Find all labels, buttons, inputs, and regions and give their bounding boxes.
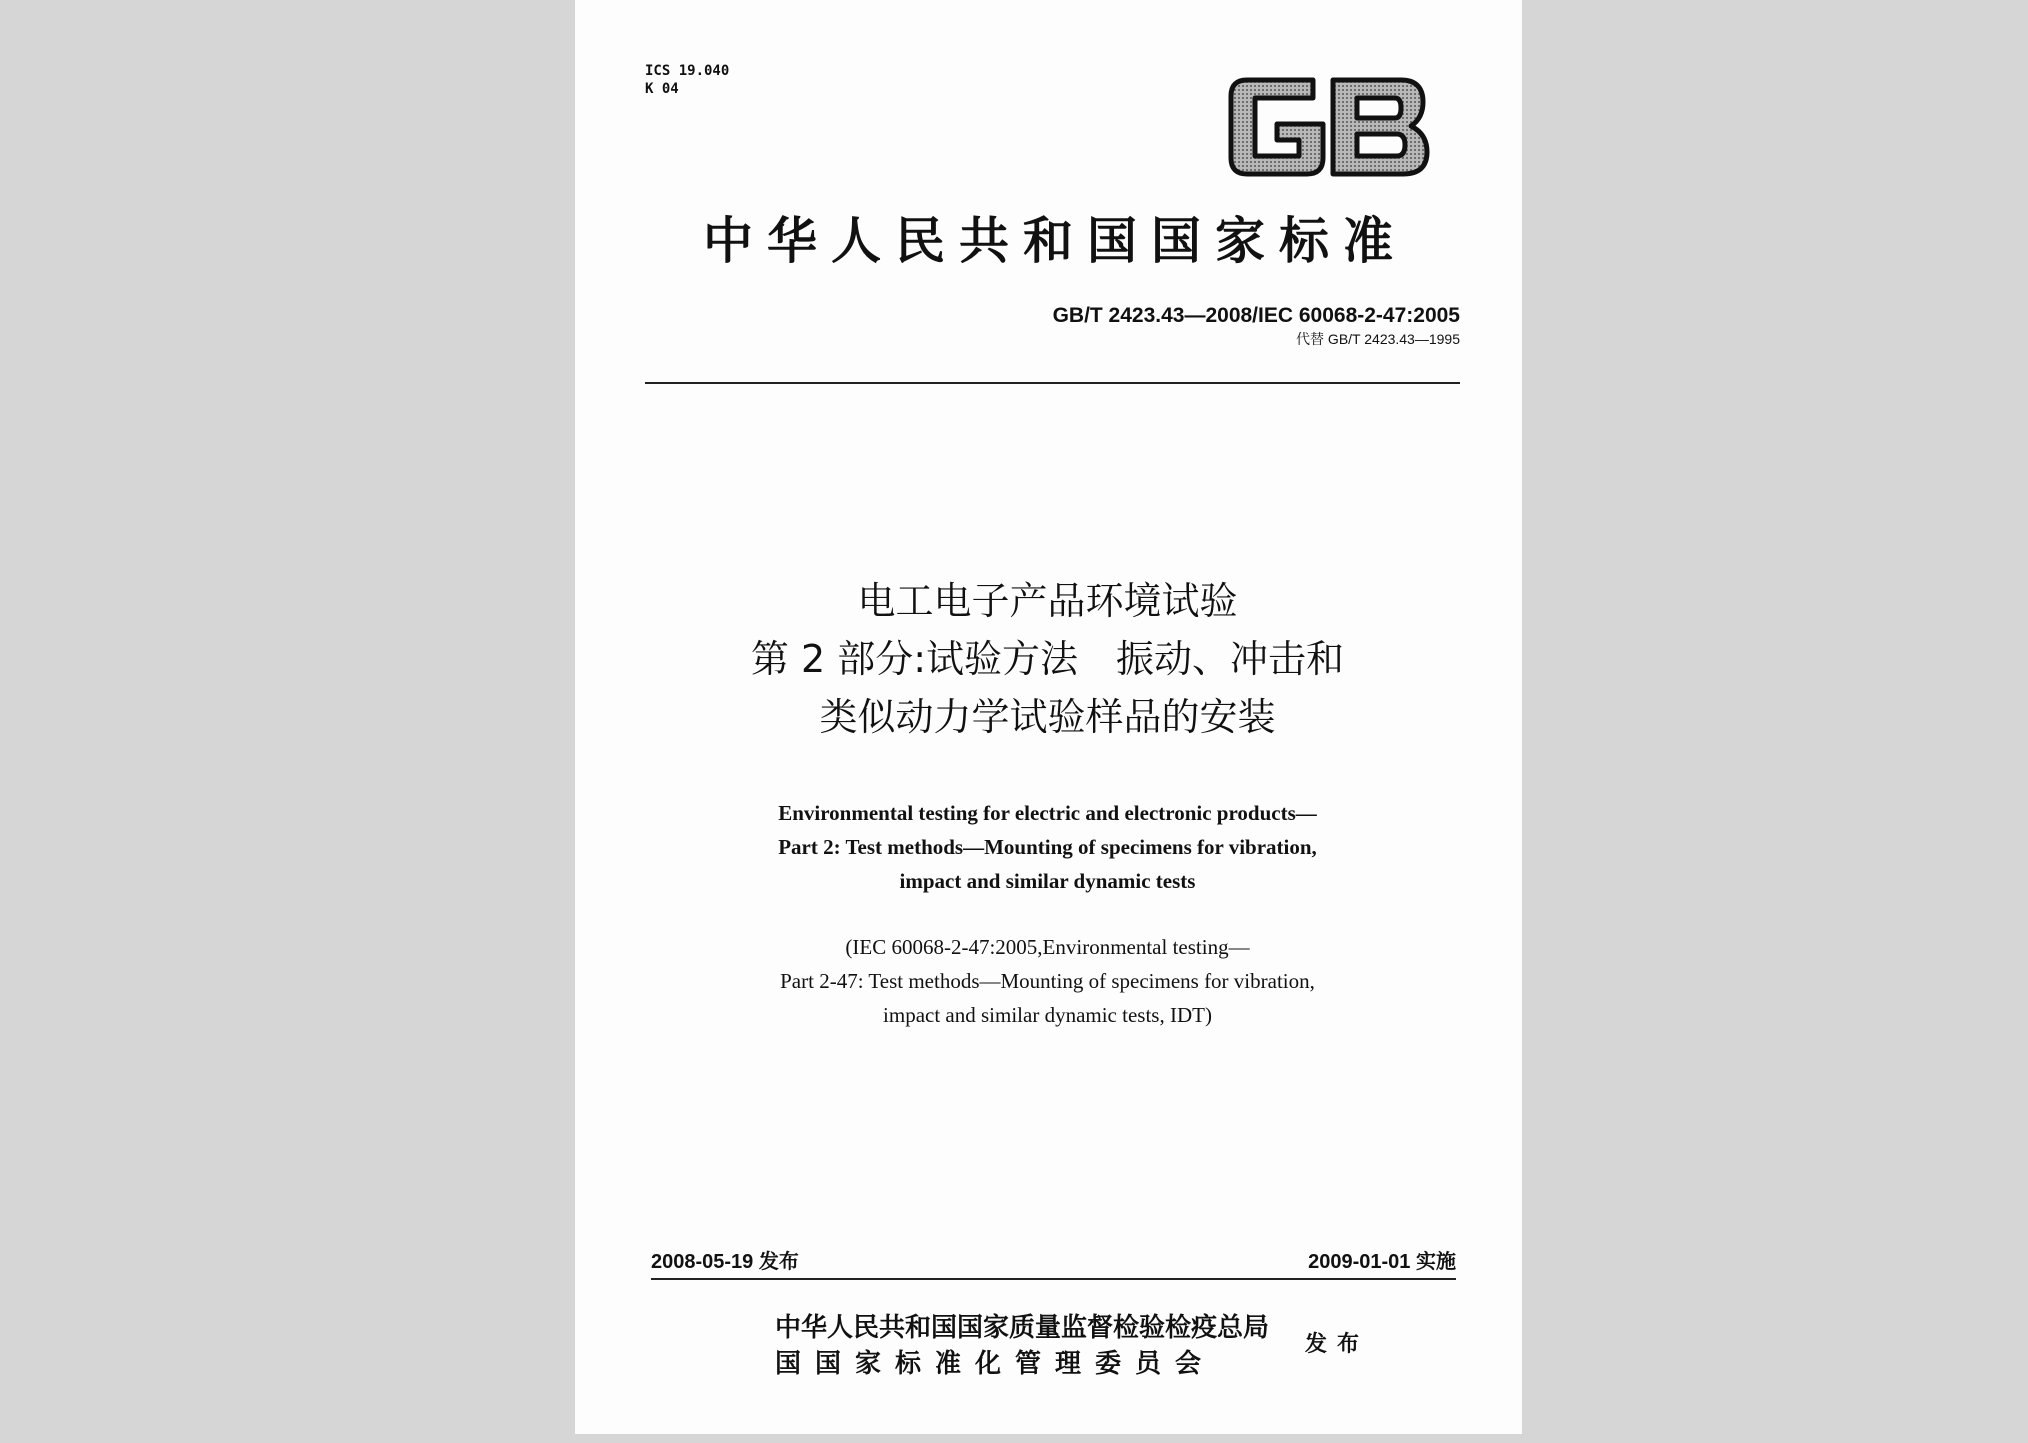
iec-reference-line-2: Part 2-47: Test methods—Mounting of specimens for vibration, <box>780 969 1315 993</box>
iec-reference <box>615 930 1480 1032</box>
publishers-block <box>775 1310 1269 1382</box>
chinese-title-line-3: 类似动力学试验样品的安装 <box>819 695 1276 739</box>
implementation-date: 2009-01-01 实施 <box>1308 1251 1456 1273</box>
issue-date: 2008-05-19 发布 <box>651 1251 799 1273</box>
iec-reference-line-1: (IEC 60068-2-47:2005,Environmental testing— <box>845 935 1250 959</box>
english-title-line-3: impact and similar dynamic tests <box>899 869 1196 893</box>
english-title-line-1: Environmental testing for electric and electronic products— <box>778 801 1317 825</box>
national-standard-heading: 中华人民共和国国家标准 <box>703 211 1407 270</box>
replaces-standard: 代替 GB/T 2423.43—1995 <box>1296 331 1460 347</box>
english-title-line-2: Part 2: Test methods—Mounting of specimens for vibration, <box>778 835 1317 859</box>
chinese-title-line-2: 第 2 部分:试验方法 振动、冲击和 <box>750 637 1345 681</box>
header-divider <box>645 382 1460 384</box>
chinese-title-line-1: 电工电子产品环境试验 <box>857 579 1238 623</box>
publish-label: 发布 <box>1305 1331 1370 1357</box>
english-title <box>615 796 1480 898</box>
publisher-aqsiq: 中华人民共和国国家质量监督检验检疫总局 <box>775 1313 1270 1343</box>
standard-number: GB/T 2423.43—2008/IEC 60068-2-47:2005 <box>1052 304 1460 327</box>
ccs-code: K 04 <box>645 81 679 97</box>
document-page <box>575 0 1522 1434</box>
chinese-title <box>615 572 1480 746</box>
gb-logo-icon <box>1225 72 1435 182</box>
dates-row <box>651 1248 1456 1280</box>
classification-codes <box>645 62 729 98</box>
standard-number-block <box>1053 302 1460 348</box>
publisher-sac: 国国家标准化管理委员会 <box>775 1349 1216 1379</box>
ics-code: ICS 19.040 <box>645 63 730 79</box>
iec-reference-line-3: impact and similar dynamic tests, IDT) <box>883 1003 1212 1027</box>
